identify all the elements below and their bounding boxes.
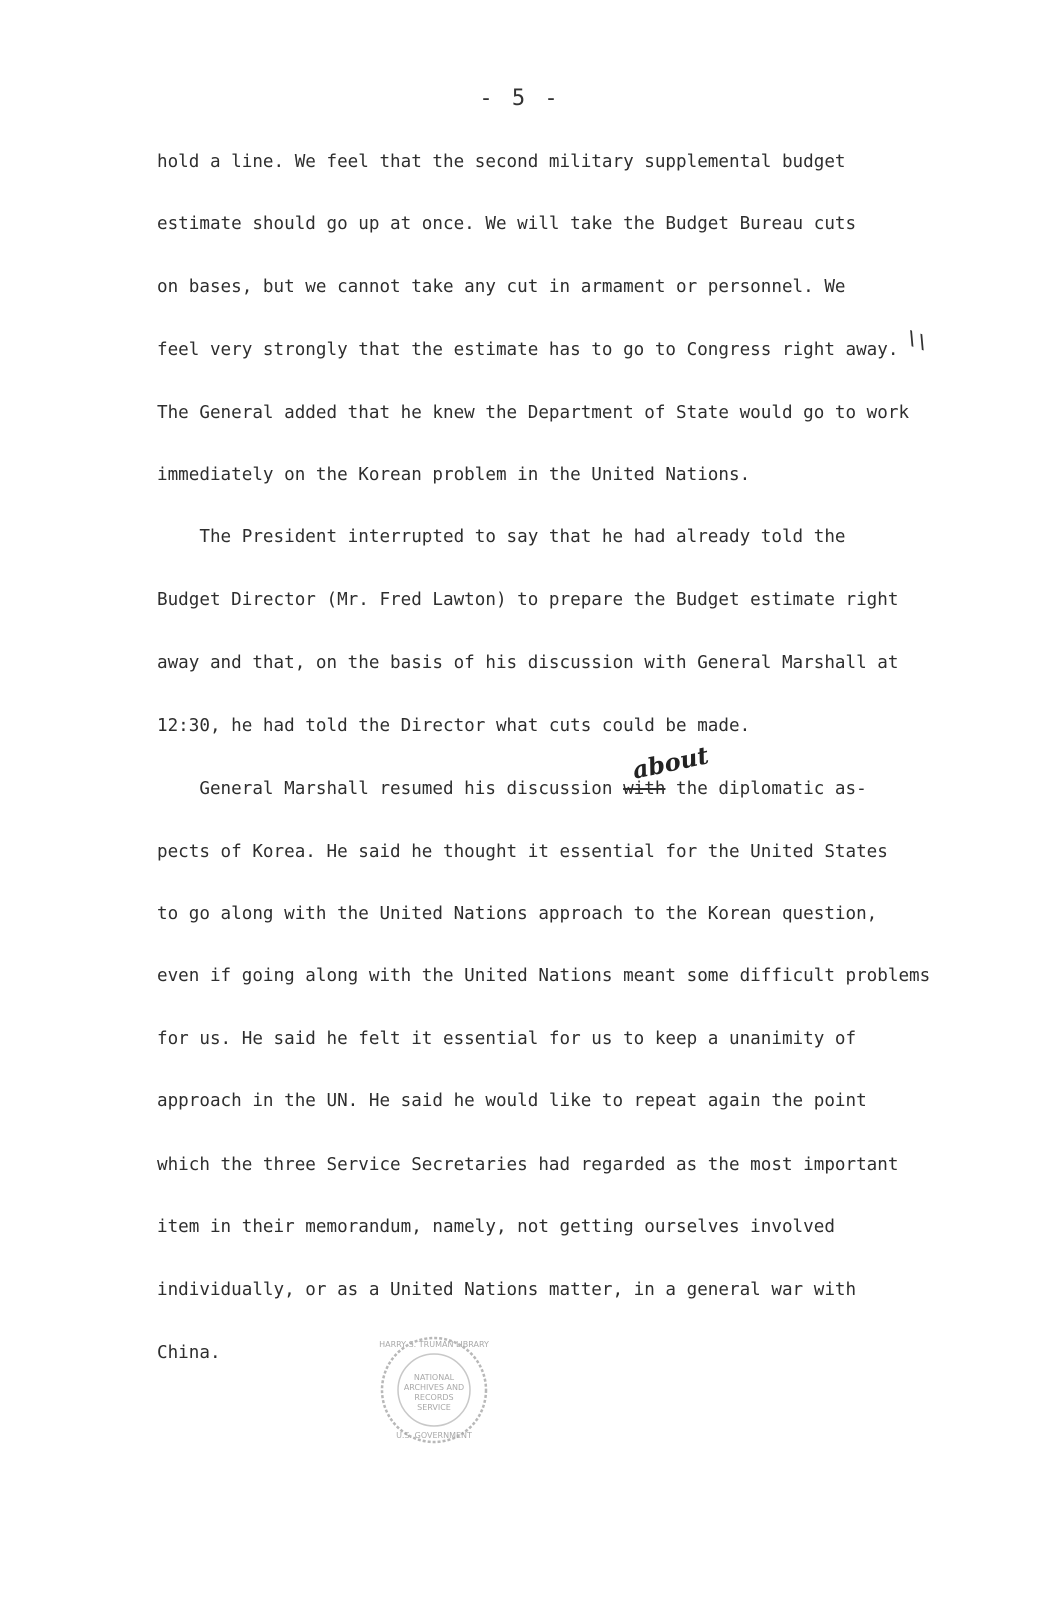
page-number: - 5 -	[479, 86, 561, 111]
text-line-12: pects of Korea. He said he thought it essential for the United States	[157, 842, 888, 862]
text-line-11	[157, 779, 867, 799]
text-line-19: individually, or as a United Nations matter, in a general war with	[157, 1280, 857, 1300]
svg-text:U.S. GOVERNMENT: U.S. GOVERNMENT	[396, 1431, 472, 1440]
svg-text:ARCHIVES AND: ARCHIVES AND	[403, 1383, 465, 1392]
text-line-4: feel very strongly that the estimate has to go to Congress right away.	[157, 340, 899, 360]
struck-word: with	[623, 779, 666, 799]
text-line-8: Budget Director (Mr. Fred Lawton) to prepare the Budget estimate right	[157, 590, 899, 610]
text-line-14: even if going along with the United Nations meant some difficult problems	[157, 966, 931, 986]
handwritten-annotation: about	[629, 740, 712, 785]
edited-before: General Marshall resumed his discussion	[157, 779, 624, 799]
text-line-1: hold a line. We feel that the second military supplemental budget	[157, 152, 846, 172]
margin-check-mark: \\	[903, 326, 931, 355]
svg-text:RECORDS: RECORDS	[414, 1393, 454, 1402]
text-line-18: item in their memorandum, namely, not getting ourselves involved	[157, 1217, 835, 1237]
svg-text:SERVICE: SERVICE	[417, 1403, 451, 1412]
svg-text:HARRY S. TRUMAN LIBRARY: HARRY S. TRUMAN LIBRARY	[379, 1340, 489, 1349]
text-line-6: immediately on the Korean problem in the United Nations.	[157, 465, 751, 485]
text-line-16: approach in the UN. He said he would like to repeat again the point	[157, 1091, 867, 1111]
text-line-2: estimate should go up at once. We will take the Budget Bureau cuts	[157, 214, 857, 234]
text-line-17: which the three Service Secretaries had regarded as the most important	[157, 1155, 899, 1175]
text-line-10: 12:30, he had told the Director what cuts could be made.	[157, 716, 751, 736]
text-line-20: China.	[157, 1343, 221, 1363]
edited-after: the diplomatic as-	[665, 779, 867, 799]
text-line-13: to go along with the United Nations approach to the Korean question,	[157, 904, 878, 924]
stamp-seal-icon	[378, 1334, 490, 1446]
text-line-3: on bases, but we cannot take any cut in armament or personnel. We	[157, 277, 846, 297]
archive-stamp	[378, 1334, 490, 1446]
text-line-5: The General added that he knew the Department of State would go to work	[157, 403, 910, 423]
text-line-7: The President interrupted to say that he had already told the	[157, 527, 846, 547]
text-line-15: for us. He said he felt it essential for us to keep a unanimity of	[157, 1029, 857, 1049]
svg-text:NATIONAL: NATIONAL	[413, 1373, 455, 1382]
text-line-9: away and that, on the basis of his discussion with General Marshall at	[157, 653, 899, 673]
